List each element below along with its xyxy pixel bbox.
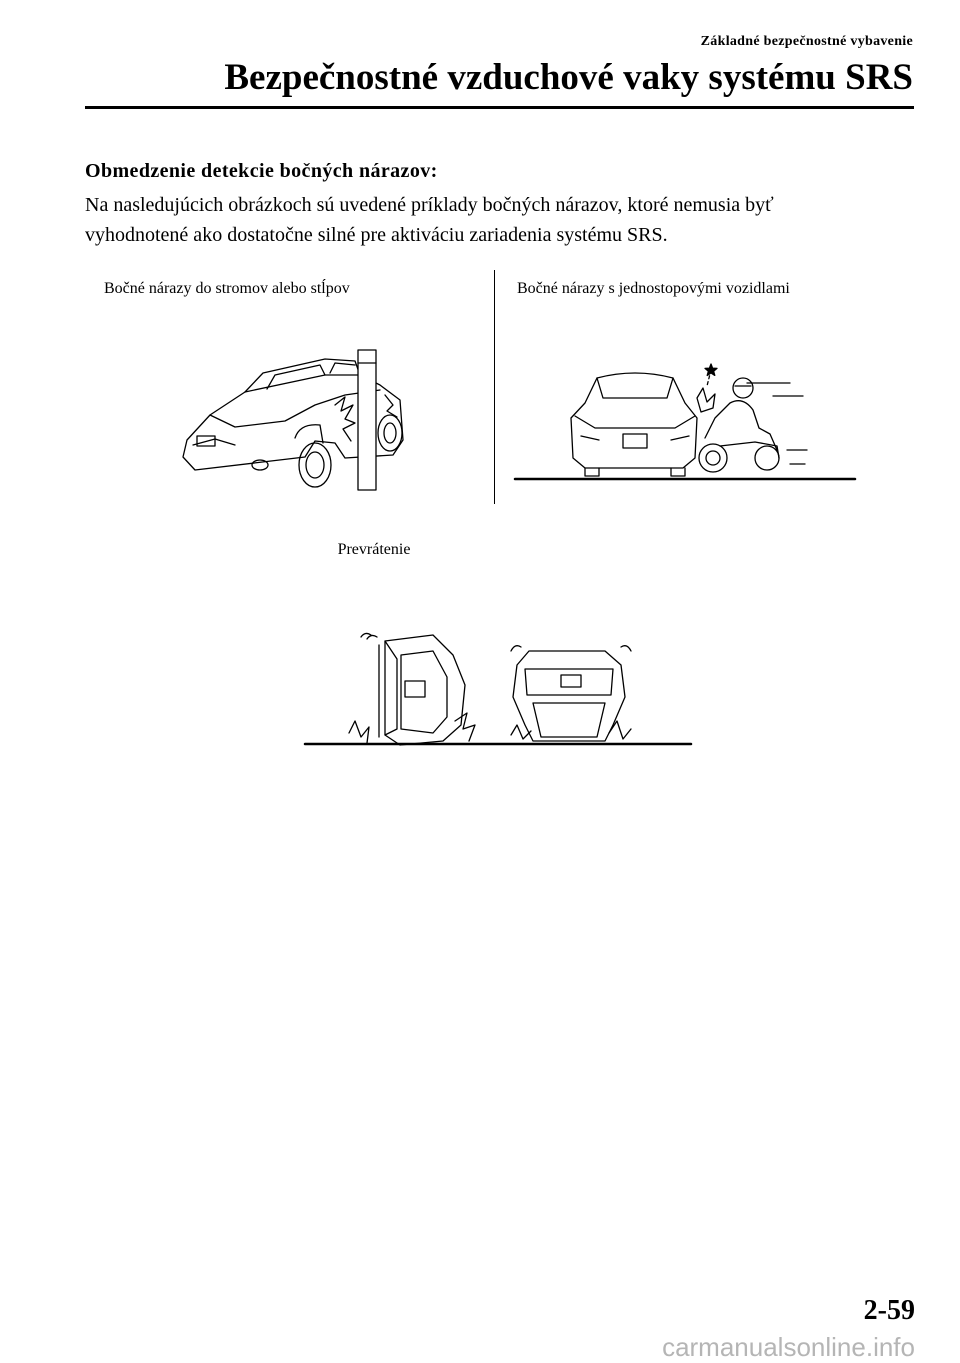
watermark: carmanualsonline.info xyxy=(662,1332,915,1362)
chapter-title: Bezpečnostné vzduchové vaky systému SRS xyxy=(224,57,913,98)
body-paragraph xyxy=(85,190,905,250)
subheading: Obmedzenie detekcie bočných nárazov: xyxy=(85,160,438,182)
motorcycle-impact-caption: Bočné nárazy s jednostopovými vozidlami xyxy=(517,280,790,297)
title-rule xyxy=(85,106,914,109)
pole-impact-illustration xyxy=(175,345,425,495)
section-label: Základné bezpečnostné vybavenie xyxy=(700,34,913,49)
paragraph-line-2: vyhodnotené ako dostatočne silné pre aktiváciu zariadenia systému SRS. xyxy=(85,224,668,246)
motorcycle-impact-illustration xyxy=(515,358,860,483)
paragraph-line-1: Na nasledujúcich obrázkoch sú uvedené príklady bočných nárazov, ktoré nemusia byť xyxy=(85,194,774,216)
pole-impact-caption: Bočné nárazy do stromov alebo stĺpov xyxy=(104,280,350,297)
rollover-illustration xyxy=(305,625,695,750)
figure-divider xyxy=(494,270,495,504)
rollover-caption: Prevrátenie xyxy=(337,541,411,558)
page-number: 2-59 xyxy=(863,1295,915,1326)
